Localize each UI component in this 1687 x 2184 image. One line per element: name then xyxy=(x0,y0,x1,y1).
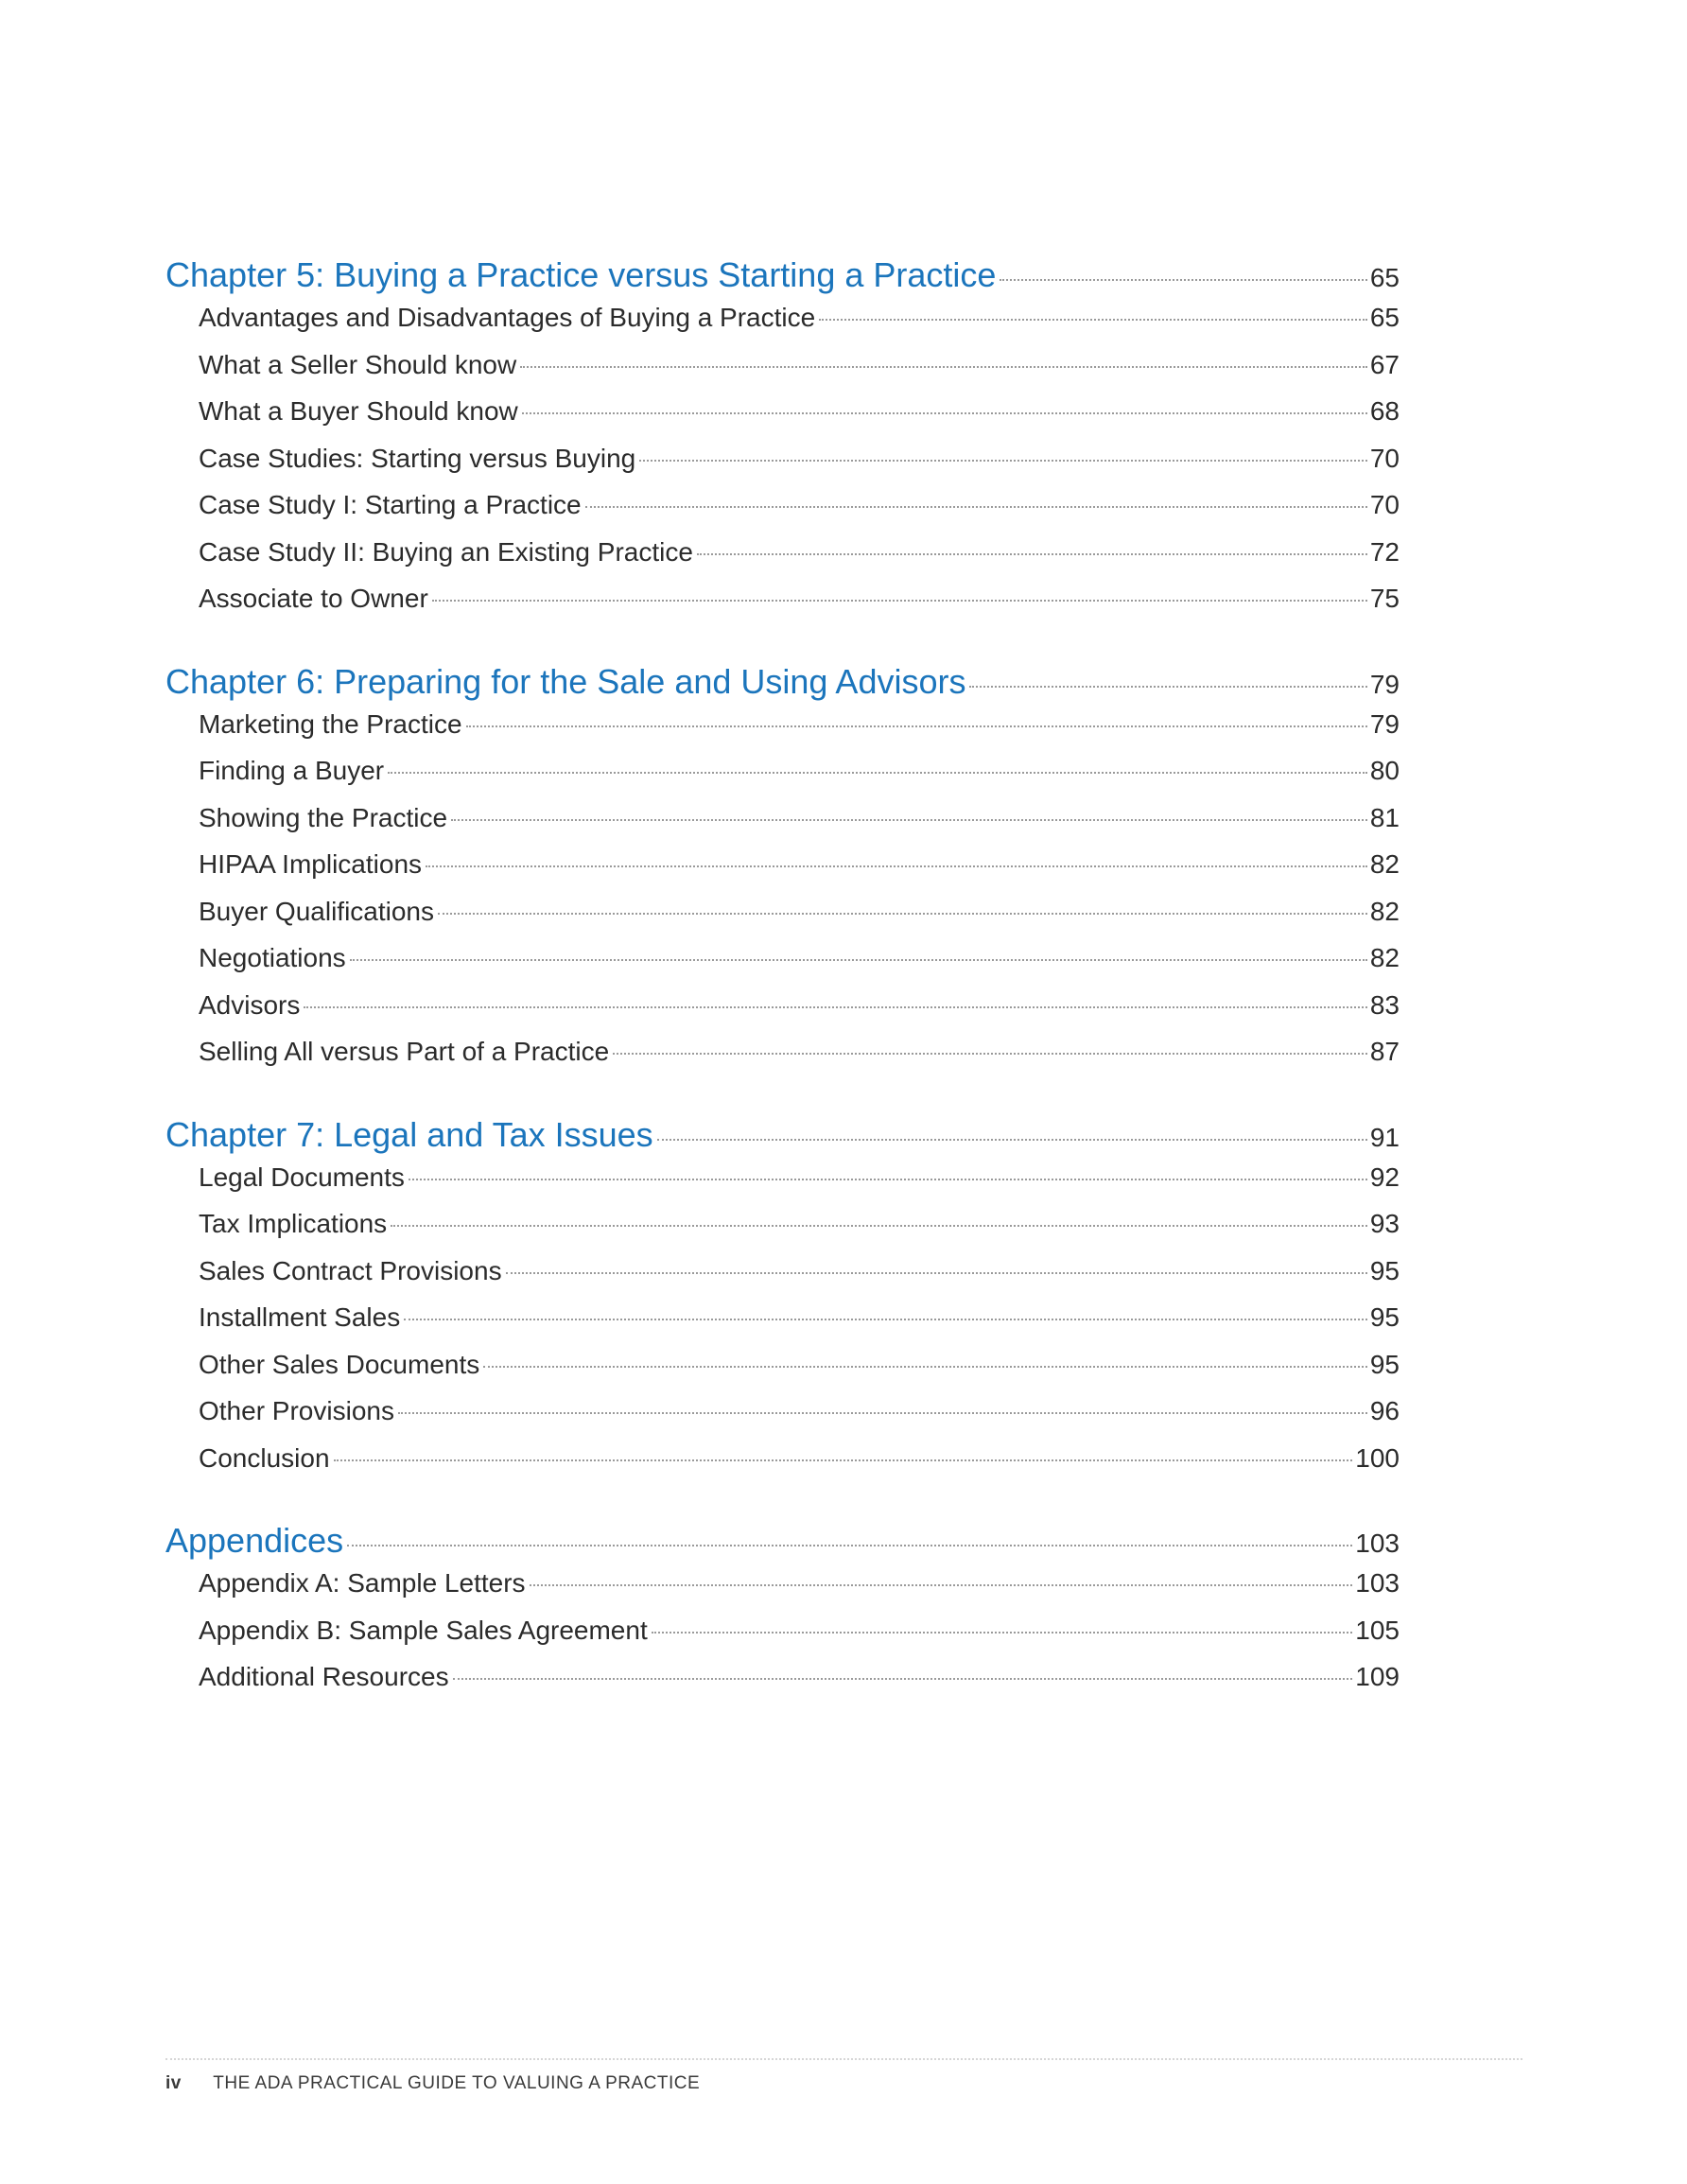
page-number: 82 xyxy=(1369,849,1400,879)
toc-entry[interactable] xyxy=(165,444,1400,491)
entry-title: Advantages and Disadvantages of Buying a Practice xyxy=(199,303,816,332)
toc-entry[interactable] xyxy=(165,490,1400,537)
page-number: 79 xyxy=(1369,669,1400,699)
page-footer xyxy=(165,2073,700,2094)
dot-leader xyxy=(334,1459,1353,1461)
dot-leader xyxy=(520,366,1367,368)
toc-chapter xyxy=(165,255,1400,631)
page-number: 80 xyxy=(1369,756,1400,785)
page-number: 93 xyxy=(1369,1209,1400,1238)
toc-entry[interactable] xyxy=(165,1350,1400,1397)
entry-title: Associate to Owner xyxy=(199,584,428,613)
dot-leader xyxy=(585,506,1367,508)
page-number: 95 xyxy=(1369,1255,1400,1285)
toc-entry[interactable] xyxy=(165,537,1400,585)
page-number: 65 xyxy=(1369,303,1400,332)
dot-leader xyxy=(530,1584,1353,1586)
dot-leader xyxy=(388,772,1367,774)
entry-title: Negotiations xyxy=(199,943,346,972)
dot-leader xyxy=(652,1632,1353,1634)
dot-leader xyxy=(819,319,1367,321)
chapter-heading-row[interactable] xyxy=(165,1521,1400,1568)
page-number: 72 xyxy=(1369,536,1400,567)
entry-title: Legal Documents xyxy=(199,1162,405,1192)
page-number: 103 xyxy=(1355,1568,1400,1598)
dot-leader xyxy=(350,959,1367,961)
chapter-heading-row[interactable] xyxy=(165,662,1400,709)
chapter-title: Appendices xyxy=(165,1521,344,1560)
entry-title: Tax Implications xyxy=(199,1209,388,1238)
page-number: 67 xyxy=(1369,349,1400,379)
dot-leader xyxy=(639,460,1367,462)
toc-entry[interactable] xyxy=(165,1256,1400,1303)
chapter-heading-row[interactable] xyxy=(165,255,1400,303)
dot-leader xyxy=(453,1678,1353,1680)
toc-chapter xyxy=(165,662,1400,1084)
toc-entry[interactable] xyxy=(165,1616,1400,1663)
entry-title: Additional Resources xyxy=(199,1662,449,1691)
dot-leader xyxy=(347,1545,1352,1546)
dot-leader xyxy=(522,412,1367,414)
page-number: 79 xyxy=(1369,708,1400,739)
page-number: 83 xyxy=(1369,989,1400,1020)
page-number: 95 xyxy=(1369,1302,1400,1332)
page-number: 100 xyxy=(1355,1442,1400,1473)
page-number: 95 xyxy=(1369,1349,1400,1379)
chapter-title: Chapter 6: Preparing for the Sale and Using Advisors xyxy=(165,661,966,701)
toc-entry[interactable] xyxy=(165,943,1400,990)
toc-entry[interactable] xyxy=(165,584,1400,631)
dot-leader xyxy=(404,1319,1367,1320)
chapter-title: Chapter 7: Legal and Tax Issues xyxy=(165,1114,653,1154)
toc-entry[interactable] xyxy=(165,1162,1400,1210)
dot-leader xyxy=(398,1412,1367,1414)
table-of-contents xyxy=(165,255,1400,1740)
dot-leader xyxy=(506,1272,1367,1274)
dot-leader xyxy=(426,865,1367,867)
page-number: 70 xyxy=(1369,443,1400,473)
entry-title: Advisors xyxy=(199,989,301,1020)
page-folio: iv xyxy=(165,2073,182,2093)
page-number: 65 xyxy=(1369,263,1400,292)
chapter-title: Chapter 5: Buying a Practice versus Starting a Practice xyxy=(165,255,997,294)
entry-title: Case Study I: Starting a Practice xyxy=(199,490,582,519)
entry-title: Showing the Practice xyxy=(199,802,448,832)
page-number: 68 xyxy=(1369,396,1400,426)
toc-entry[interactable] xyxy=(165,1568,1400,1616)
chapter-heading-row[interactable] xyxy=(165,1115,1400,1162)
page-number: 82 xyxy=(1369,896,1400,926)
entry-title: Case Study II: Buying an Existing Practice xyxy=(199,536,693,567)
entry-title: Buyer Qualifications xyxy=(199,896,435,926)
dot-leader xyxy=(409,1179,1367,1180)
dot-leader xyxy=(304,1006,1366,1008)
dot-leader xyxy=(657,1139,1367,1141)
toc-entry[interactable] xyxy=(165,990,1400,1038)
page-number: 75 xyxy=(1369,584,1400,613)
toc-entry[interactable] xyxy=(165,1209,1400,1256)
entry-title: Selling All versus Part of a Practice xyxy=(199,1037,610,1066)
toc-entry[interactable] xyxy=(165,803,1400,850)
entry-title: What a Seller Should know xyxy=(199,349,517,379)
toc-chapter xyxy=(165,1115,1400,1491)
dot-leader xyxy=(438,913,1367,915)
dot-leader xyxy=(697,553,1367,555)
entry-title: Sales Contract Provisions xyxy=(199,1255,502,1285)
dot-leader xyxy=(451,819,1367,821)
entry-title: Other Sales Documents xyxy=(199,1349,480,1379)
entry-title: Marketing the Practice xyxy=(199,708,462,739)
toc-entry[interactable] xyxy=(165,303,1400,350)
page-number: 87 xyxy=(1369,1037,1400,1066)
dot-leader xyxy=(969,686,1366,688)
entry-title: Installment Sales xyxy=(199,1302,401,1332)
toc-entry[interactable] xyxy=(165,709,1400,757)
running-title: THE ADA PRACTICAL GUIDE TO VALUING A PRACTICE xyxy=(213,2073,701,2093)
entry-title: Finding a Buyer xyxy=(199,756,385,785)
entry-title: What a Buyer Should know xyxy=(199,396,518,426)
dot-leader xyxy=(466,725,1367,727)
toc-entry[interactable] xyxy=(165,396,1400,444)
entry-title: Appendix A: Sample Letters xyxy=(199,1568,526,1598)
toc-chapter xyxy=(165,1521,1400,1709)
toc-entry[interactable] xyxy=(165,1396,1400,1443)
page-number: 109 xyxy=(1355,1662,1400,1691)
toc-entry[interactable] xyxy=(165,1662,1400,1709)
page-number: 81 xyxy=(1369,802,1400,832)
page-number: 92 xyxy=(1369,1162,1400,1192)
toc-entry[interactable] xyxy=(165,756,1400,803)
entry-title: Conclusion xyxy=(199,1442,330,1473)
page-number: 96 xyxy=(1369,1396,1400,1425)
page-number: 103 xyxy=(1355,1529,1400,1558)
page-number: 70 xyxy=(1369,490,1400,519)
toc-entry[interactable] xyxy=(165,897,1400,944)
toc-entry[interactable] xyxy=(165,1037,1400,1084)
dot-leader xyxy=(391,1225,1367,1227)
dot-leader xyxy=(1000,279,1366,281)
entry-title: Other Provisions xyxy=(199,1396,394,1425)
dot-leader xyxy=(432,600,1367,602)
toc-entry[interactable] xyxy=(165,350,1400,397)
toc-entry[interactable] xyxy=(165,1302,1400,1350)
footer-divider xyxy=(165,2058,1522,2060)
dot-leader xyxy=(613,1053,1367,1055)
toc-entry[interactable] xyxy=(165,849,1400,897)
toc-entry[interactable] xyxy=(165,1443,1400,1491)
page-number: 91 xyxy=(1369,1122,1400,1152)
entry-title: Appendix B: Sample Sales Agreement xyxy=(199,1615,648,1645)
entry-title: HIPAA Implications xyxy=(199,849,423,879)
dot-leader xyxy=(483,1366,1367,1368)
entry-title: Case Studies: Starting versus Buying xyxy=(199,443,636,473)
page-number: 105 xyxy=(1355,1615,1400,1645)
page-number: 82 xyxy=(1369,943,1400,972)
